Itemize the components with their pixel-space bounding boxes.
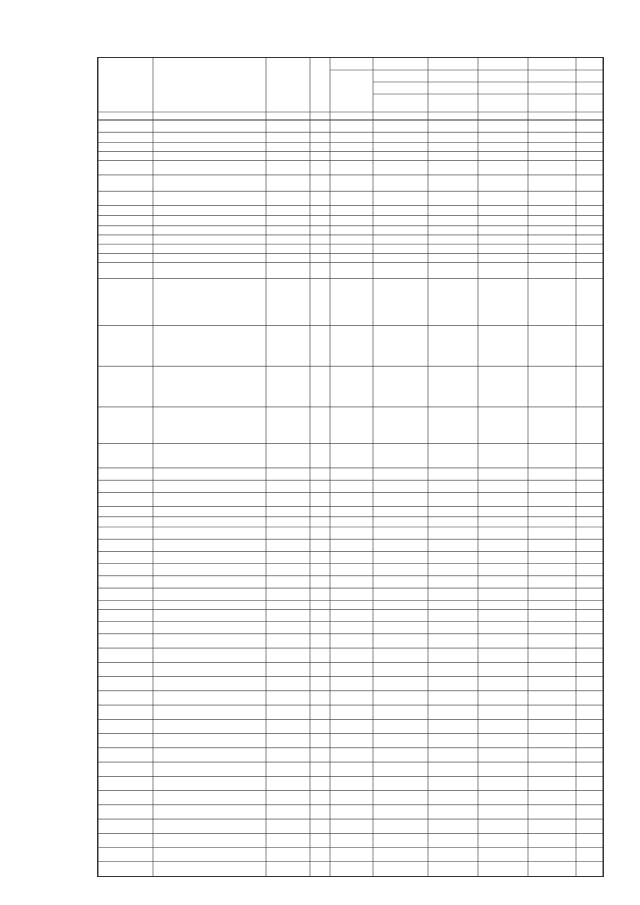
table-grid [98, 58, 603, 876]
price-table [97, 57, 604, 877]
